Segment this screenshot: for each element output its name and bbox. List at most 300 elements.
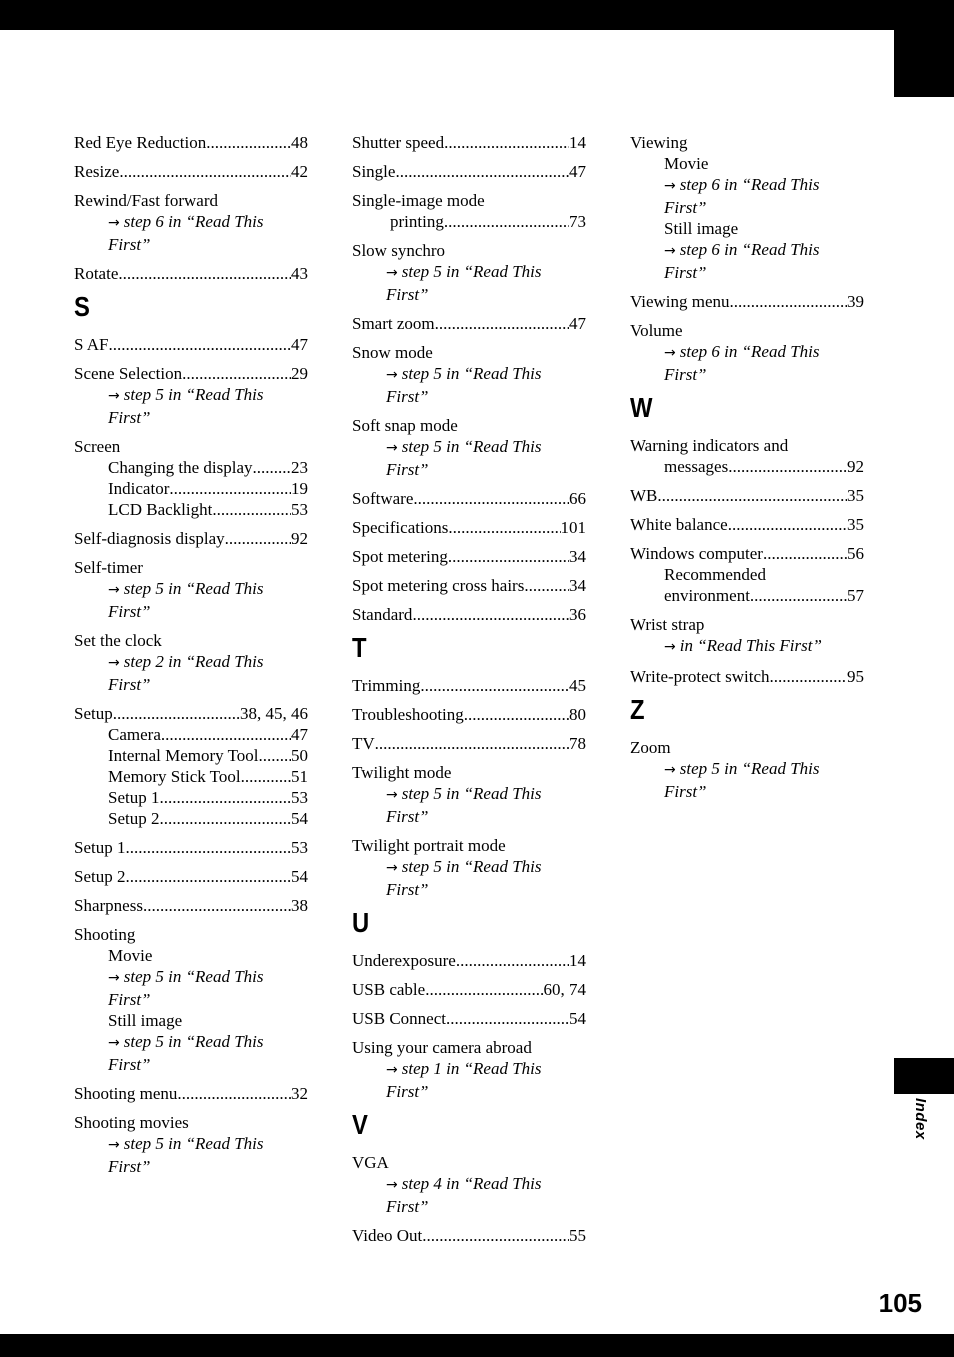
cross-reference-text: First” bbox=[386, 880, 429, 899]
index-row bbox=[352, 950, 586, 971]
cross-reference bbox=[630, 174, 864, 197]
dot-leader bbox=[159, 787, 291, 808]
index-term: Underexposure bbox=[352, 951, 456, 970]
index-row bbox=[630, 585, 864, 606]
page-reference: 53 bbox=[291, 838, 308, 857]
index-term: Standard bbox=[352, 605, 413, 624]
index-term: Setup 1 bbox=[108, 788, 160, 807]
index-row bbox=[74, 766, 308, 787]
cross-reference-text: step 5 in “Read This bbox=[123, 579, 264, 598]
page-reference: 55 bbox=[569, 1226, 586, 1245]
index-entry bbox=[352, 1037, 586, 1102]
dot-leader bbox=[422, 1225, 569, 1246]
index-entry bbox=[630, 737, 864, 802]
page-reference: 45 bbox=[569, 676, 586, 695]
dot-leader bbox=[444, 132, 569, 153]
index-term: Single bbox=[352, 162, 396, 181]
dot-leader bbox=[446, 1008, 569, 1029]
index-term: Rotate bbox=[74, 264, 119, 283]
index-row bbox=[74, 478, 308, 499]
index-entry bbox=[352, 1152, 586, 1217]
index-tab-label: Index bbox=[912, 1098, 929, 1140]
index-row bbox=[630, 456, 864, 477]
index-row bbox=[352, 1008, 586, 1029]
index-entry bbox=[352, 132, 586, 153]
index-entry bbox=[352, 342, 586, 407]
arrow-icon: → bbox=[386, 1177, 398, 1193]
index-subterm: Movie bbox=[664, 154, 709, 173]
index-term: Windows computer bbox=[630, 544, 763, 563]
cross-reference bbox=[74, 234, 308, 255]
index-entry bbox=[352, 313, 586, 334]
page-reference: 47 bbox=[569, 162, 586, 181]
index-entry bbox=[352, 415, 586, 480]
index-row bbox=[74, 808, 308, 829]
dot-leader bbox=[448, 546, 569, 567]
index-term: TV bbox=[352, 734, 375, 753]
arrow-icon: → bbox=[386, 367, 398, 383]
cross-reference bbox=[352, 386, 586, 407]
index-column-3 bbox=[630, 132, 864, 810]
index-entry bbox=[74, 263, 308, 284]
cross-reference bbox=[74, 601, 308, 622]
index-row bbox=[352, 211, 586, 232]
index-term: Setup 2 bbox=[74, 867, 126, 886]
cross-reference bbox=[74, 1031, 308, 1054]
cross-reference-text: step 1 in “Read This bbox=[401, 1059, 542, 1078]
cross-reference bbox=[74, 578, 308, 601]
index-subterm: Still image bbox=[108, 1011, 183, 1030]
index-row bbox=[630, 543, 864, 564]
index-entry bbox=[352, 675, 586, 696]
index-row bbox=[74, 263, 308, 284]
index-row bbox=[352, 313, 586, 334]
cross-reference-text: First” bbox=[108, 235, 151, 254]
dot-leader bbox=[425, 979, 543, 1000]
dot-leader bbox=[143, 895, 291, 916]
page-reference: 35 bbox=[847, 515, 864, 534]
dot-leader bbox=[464, 704, 569, 725]
page-reference: 92 bbox=[291, 529, 308, 548]
index-term: Using your camera abroad bbox=[352, 1038, 532, 1057]
page-reference: 47 bbox=[569, 314, 586, 333]
index-subterm: Recommended bbox=[664, 565, 766, 584]
cross-reference-text: First” bbox=[108, 675, 151, 694]
index-term: messages bbox=[664, 457, 729, 476]
section-letter: S bbox=[74, 291, 90, 322]
index-row bbox=[352, 546, 586, 567]
index-term: Software bbox=[352, 489, 414, 508]
top-corner-tab bbox=[894, 30, 954, 97]
dot-leader bbox=[412, 604, 569, 625]
cross-reference-text: step 5 in “Read This bbox=[123, 1032, 264, 1051]
index-entry bbox=[352, 240, 586, 305]
cross-reference bbox=[352, 261, 586, 284]
index-term: S AF bbox=[74, 335, 109, 354]
index-term: Screen bbox=[74, 437, 121, 456]
index-term: Twilight portrait mode bbox=[352, 836, 506, 855]
page-reference: 57 bbox=[847, 586, 864, 605]
cross-reference bbox=[352, 436, 586, 459]
cross-reference-text: First” bbox=[108, 1157, 151, 1176]
cross-reference-text: First” bbox=[386, 460, 429, 479]
dot-leader bbox=[169, 478, 291, 499]
dot-leader bbox=[259, 745, 291, 766]
index-term: Slow synchro bbox=[352, 241, 446, 260]
index-entry bbox=[352, 161, 586, 182]
index-entry bbox=[352, 1225, 586, 1246]
index-term: Shooting bbox=[74, 925, 136, 944]
index-row bbox=[74, 745, 308, 766]
cross-reference-text: First” bbox=[664, 782, 707, 801]
index-term: USB Connect bbox=[352, 1009, 446, 1028]
index-entry bbox=[630, 132, 864, 283]
index-row bbox=[74, 895, 308, 916]
index-term: Troubleshooting bbox=[352, 705, 464, 724]
section-letter: W bbox=[630, 392, 653, 423]
index-entry bbox=[352, 979, 586, 1000]
index-row bbox=[352, 517, 586, 538]
cross-reference-text: First” bbox=[386, 285, 429, 304]
dot-leader bbox=[763, 543, 847, 564]
cross-reference-text: step 2 in “Read This bbox=[123, 652, 264, 671]
index-entry bbox=[74, 1112, 308, 1177]
page-reference: 47 bbox=[291, 335, 308, 354]
page-reference: 35 bbox=[847, 486, 864, 505]
cross-reference bbox=[74, 651, 308, 674]
arrow-icon: → bbox=[386, 440, 398, 456]
index-term: Changing the display bbox=[108, 458, 253, 477]
cross-reference-text: First” bbox=[664, 263, 707, 282]
index-term: Camera bbox=[108, 725, 161, 744]
cross-reference-text: step 5 in “Read This bbox=[401, 364, 542, 383]
cross-reference bbox=[630, 364, 864, 385]
index-entry bbox=[630, 514, 864, 535]
cross-reference bbox=[74, 1054, 308, 1075]
index-entry bbox=[74, 630, 308, 695]
cross-reference-text: First” bbox=[386, 1082, 429, 1101]
cross-reference-text: step 5 in “Read This bbox=[679, 759, 820, 778]
index-row bbox=[352, 675, 586, 696]
index-entry bbox=[352, 604, 586, 625]
section-letter: V bbox=[352, 1109, 368, 1140]
page-reference: 54 bbox=[569, 1009, 586, 1028]
index-side-tab bbox=[894, 1058, 954, 1094]
cross-reference bbox=[352, 459, 586, 480]
dot-leader bbox=[252, 457, 291, 478]
dot-leader bbox=[206, 132, 291, 153]
cross-reference-text: First” bbox=[108, 990, 151, 1009]
bottom-black-bar bbox=[0, 1334, 954, 1357]
page-reference: 38, 45, 46 bbox=[240, 704, 308, 723]
index-term: Memory Stick Tool bbox=[108, 767, 241, 786]
section-letter: Z bbox=[630, 694, 645, 725]
arrow-icon: → bbox=[386, 1062, 398, 1078]
cross-reference bbox=[352, 783, 586, 806]
arrow-icon: → bbox=[108, 970, 120, 986]
index-entry bbox=[74, 363, 308, 428]
index-term: Spot metering bbox=[352, 547, 448, 566]
page-reference: 92 bbox=[847, 457, 864, 476]
cross-reference-text: step 5 in “Read This bbox=[401, 437, 542, 456]
arrow-icon: → bbox=[108, 388, 120, 404]
index-term: Trimming bbox=[352, 676, 421, 695]
cross-reference bbox=[630, 635, 864, 658]
cross-reference bbox=[352, 806, 586, 827]
index-term: White balance bbox=[630, 515, 728, 534]
cross-reference-text: First” bbox=[386, 387, 429, 406]
dot-leader bbox=[524, 575, 569, 596]
index-term: Specifications bbox=[352, 518, 449, 537]
index-entry bbox=[630, 666, 864, 687]
index-entry bbox=[352, 546, 586, 567]
index-row bbox=[74, 837, 308, 858]
index-row bbox=[352, 704, 586, 725]
cross-reference bbox=[352, 879, 586, 900]
page-reference: 42 bbox=[291, 162, 308, 181]
cross-reference-text: step 5 in “Read This bbox=[401, 262, 542, 281]
cross-reference-text: step 6 in “Read This bbox=[123, 212, 264, 231]
index-entry bbox=[74, 866, 308, 887]
arrow-icon: → bbox=[386, 265, 398, 281]
index-entry bbox=[630, 320, 864, 385]
cross-reference bbox=[74, 1133, 308, 1156]
cross-reference bbox=[630, 262, 864, 283]
index-entry bbox=[74, 703, 308, 829]
index-row bbox=[74, 1083, 308, 1104]
index-entry bbox=[74, 190, 308, 255]
cross-reference bbox=[74, 674, 308, 695]
arrow-icon: → bbox=[108, 1035, 120, 1051]
cross-reference-text: First” bbox=[664, 198, 707, 217]
dot-leader bbox=[375, 733, 569, 754]
index-term: Viewing bbox=[630, 133, 688, 152]
cross-reference-text: First” bbox=[108, 602, 151, 621]
index-term: Internal Memory Tool bbox=[108, 746, 259, 765]
index-term: WB bbox=[630, 486, 658, 505]
page-reference: 80 bbox=[569, 705, 586, 724]
cross-reference-text: in “Read This First” bbox=[679, 636, 822, 655]
dot-leader bbox=[444, 211, 569, 232]
cross-reference bbox=[74, 1156, 308, 1177]
page-reference: 14 bbox=[569, 951, 586, 970]
index-term: Shooting menu bbox=[74, 1084, 178, 1103]
page-reference: 34 bbox=[569, 576, 586, 595]
dot-leader bbox=[413, 488, 569, 509]
arrow-icon: → bbox=[664, 243, 676, 259]
index-term: Setup 2 bbox=[108, 809, 160, 828]
index-row bbox=[630, 514, 864, 535]
index-entry bbox=[74, 161, 308, 182]
dot-leader bbox=[177, 1083, 291, 1104]
index-term: Smart zoom bbox=[352, 314, 435, 333]
page-reference: 43 bbox=[291, 264, 308, 283]
index-row bbox=[74, 866, 308, 887]
index-row bbox=[74, 703, 308, 724]
dot-leader bbox=[159, 808, 291, 829]
index-term: LCD Backlight bbox=[108, 500, 213, 519]
cross-reference-text: step 5 in “Read This bbox=[401, 857, 542, 876]
page-reference: 53 bbox=[291, 500, 308, 519]
index-term: Volume bbox=[630, 321, 683, 340]
page-reference: 34 bbox=[569, 547, 586, 566]
index-entry bbox=[352, 835, 586, 900]
section-letter: T bbox=[352, 632, 367, 663]
dot-leader bbox=[420, 675, 569, 696]
dot-leader bbox=[395, 161, 569, 182]
cross-reference bbox=[630, 239, 864, 262]
index-entry bbox=[74, 132, 308, 153]
page-reference: 95 bbox=[847, 667, 864, 686]
cross-reference-text: First” bbox=[108, 408, 151, 427]
dot-leader bbox=[161, 724, 291, 745]
index-entry bbox=[74, 924, 308, 1075]
index-entry bbox=[630, 485, 864, 506]
page-reference: 54 bbox=[291, 809, 308, 828]
cross-reference bbox=[630, 197, 864, 218]
cross-reference-text: step 4 in “Read This bbox=[401, 1174, 542, 1193]
index-row bbox=[352, 132, 586, 153]
index-entry bbox=[352, 704, 586, 725]
cross-reference-text: First” bbox=[386, 807, 429, 826]
index-term: Setup 1 bbox=[74, 838, 126, 857]
index-row bbox=[74, 499, 308, 520]
index-entry bbox=[74, 334, 308, 355]
index-row bbox=[352, 161, 586, 182]
index-row bbox=[352, 1225, 586, 1246]
page-reference: 14 bbox=[569, 133, 586, 152]
index-column-1 bbox=[74, 132, 308, 1185]
dot-leader bbox=[182, 363, 291, 384]
page-reference: 36 bbox=[569, 605, 586, 624]
arrow-icon: → bbox=[108, 1137, 120, 1153]
arrow-icon: → bbox=[386, 860, 398, 876]
index-term: Self-diagnosis display bbox=[74, 529, 225, 548]
index-column-2 bbox=[352, 132, 586, 1254]
cross-reference bbox=[74, 966, 308, 989]
index-term: Indicator bbox=[108, 479, 170, 498]
index-term: Zoom bbox=[630, 738, 671, 757]
arrow-icon: → bbox=[664, 178, 676, 194]
cross-reference-text: First” bbox=[108, 1055, 151, 1074]
dot-leader bbox=[657, 485, 847, 506]
index-term: Snow mode bbox=[352, 343, 433, 362]
dot-leader bbox=[241, 766, 291, 787]
dot-leader bbox=[225, 528, 291, 549]
index-row bbox=[74, 161, 308, 182]
page-reference: 56 bbox=[847, 544, 864, 563]
index-term: Video Out bbox=[352, 1226, 423, 1245]
index-term: Spot metering cross hairs bbox=[352, 576, 525, 595]
page-reference: 66 bbox=[569, 489, 586, 508]
dot-leader bbox=[125, 837, 291, 858]
index-term: Warning indicators and bbox=[630, 436, 789, 455]
index-row bbox=[74, 528, 308, 549]
cross-reference bbox=[352, 856, 586, 879]
cross-reference-text: step 5 in “Read This bbox=[123, 967, 264, 986]
arrow-icon: → bbox=[664, 639, 676, 655]
arrow-icon: → bbox=[664, 345, 676, 361]
index-entry bbox=[630, 291, 864, 312]
arrow-icon: → bbox=[664, 762, 676, 778]
page-reference: 60, 74 bbox=[543, 980, 586, 999]
cross-reference bbox=[352, 1081, 586, 1102]
page-reference: 53 bbox=[291, 788, 308, 807]
page-reference: 32 bbox=[291, 1084, 308, 1103]
dot-leader bbox=[456, 950, 569, 971]
page-number: 105 bbox=[878, 1288, 922, 1318]
dot-leader bbox=[118, 263, 291, 284]
cross-reference-text: step 6 in “Read This bbox=[679, 240, 820, 259]
index-row bbox=[630, 485, 864, 506]
dot-leader bbox=[728, 456, 847, 477]
cross-reference bbox=[74, 407, 308, 428]
index-term: Shooting movies bbox=[74, 1113, 189, 1132]
cross-reference-text: step 6 in “Read This bbox=[679, 175, 820, 194]
index-entry bbox=[74, 1083, 308, 1104]
index-term: printing bbox=[390, 212, 444, 231]
index-entry bbox=[352, 733, 586, 754]
index-row bbox=[630, 666, 864, 687]
index-row bbox=[74, 457, 308, 478]
page-reference: 29 bbox=[291, 364, 308, 383]
cross-reference-text: step 5 in “Read This bbox=[123, 1134, 264, 1153]
index-row bbox=[74, 363, 308, 384]
dot-leader bbox=[728, 514, 847, 535]
index-term: VGA bbox=[352, 1153, 389, 1172]
index-entry bbox=[352, 950, 586, 971]
index-row bbox=[74, 334, 308, 355]
index-row bbox=[352, 575, 586, 596]
cross-reference bbox=[352, 363, 586, 386]
dot-leader bbox=[109, 334, 292, 355]
index-term: Viewing menu bbox=[630, 292, 730, 311]
index-entry bbox=[352, 488, 586, 509]
cross-reference bbox=[352, 1196, 586, 1217]
index-row bbox=[352, 733, 586, 754]
page-reference: 48 bbox=[291, 133, 308, 152]
index-entry bbox=[352, 517, 586, 538]
index-entry bbox=[352, 762, 586, 827]
arrow-icon: → bbox=[108, 215, 120, 231]
index-entry bbox=[74, 436, 308, 520]
cross-reference-text: step 5 in “Read This bbox=[123, 385, 264, 404]
index-term: Shutter speed bbox=[352, 133, 445, 152]
page-reference: 51 bbox=[291, 767, 308, 786]
index-entry bbox=[352, 575, 586, 596]
index-row bbox=[74, 724, 308, 745]
cross-reference bbox=[630, 341, 864, 364]
dot-leader bbox=[119, 161, 291, 182]
top-black-bar bbox=[0, 0, 954, 30]
index-term: Rewind/Fast forward bbox=[74, 191, 219, 210]
index-subterm: Still image bbox=[664, 219, 739, 238]
page-reference: 23 bbox=[291, 458, 308, 477]
index-row bbox=[352, 979, 586, 1000]
index-row bbox=[74, 787, 308, 808]
page-reference: 19 bbox=[291, 479, 308, 498]
dot-leader bbox=[750, 585, 847, 606]
page-reference: 73 bbox=[569, 212, 586, 231]
cross-reference-text: step 6 in “Read This bbox=[679, 342, 820, 361]
cross-reference bbox=[630, 758, 864, 781]
index-term: environment bbox=[664, 586, 750, 605]
index-term: Single-image mode bbox=[352, 191, 485, 210]
index-term: Resize bbox=[74, 162, 120, 181]
index-term: Self-timer bbox=[74, 558, 143, 577]
index-entry bbox=[74, 837, 308, 858]
index-subterm: Movie bbox=[108, 946, 153, 965]
